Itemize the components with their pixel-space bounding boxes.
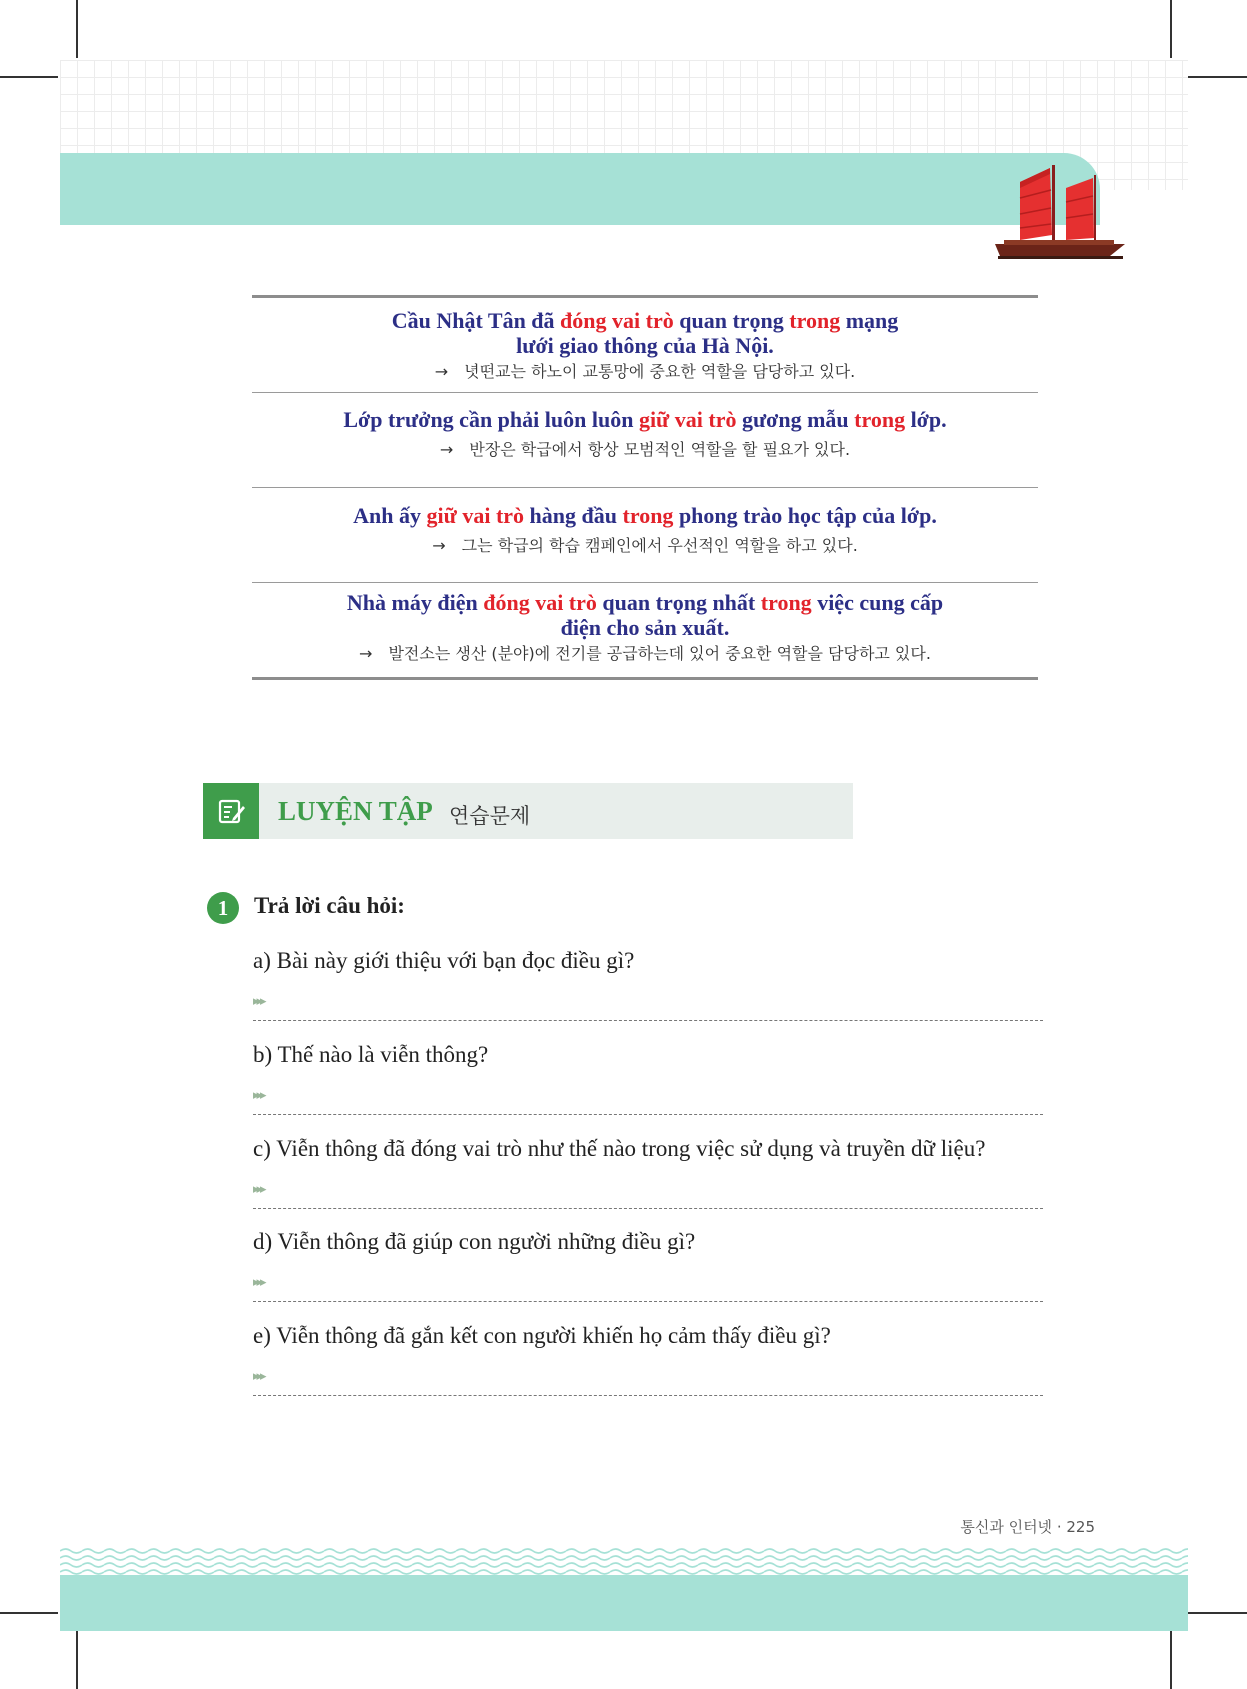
question-item (253, 948, 1043, 1021)
highlighted-phrase: trong (789, 308, 841, 333)
sentence-segment: việc cung cấp (811, 590, 944, 615)
question-number-badge: 1 (207, 892, 239, 924)
highlighted-phrase: giữ vai trò (638, 407, 737, 432)
crop-mark (1170, 1631, 1172, 1689)
answer-line[interactable] (253, 1086, 1043, 1115)
korean-translation (252, 535, 1038, 557)
question-text: b) Thế nào là viễn thông? (253, 1042, 489, 1067)
triple-arrow-icon: ▸▸▸ (253, 1088, 264, 1103)
crop-mark (0, 76, 58, 78)
crop-mark (76, 0, 78, 58)
sentence-segment: Cầu Nhật Tân đã (391, 308, 561, 333)
triple-arrow-icon: ▸▸▸ (253, 1275, 264, 1290)
highlighted-phrase: trong (854, 407, 906, 432)
practice-title: LUYỆN TẬP (278, 796, 433, 826)
arrow-icon: → (432, 536, 446, 555)
answer-line[interactable] (253, 992, 1043, 1021)
sentence-segment: quan trọng (673, 308, 790, 333)
junk-boat-icon (990, 160, 1130, 270)
triple-arrow-icon: ▸▸▸ (253, 994, 264, 1009)
question-text: a) Bài này giới thiệu với bạn đọc điều gì? (253, 948, 635, 973)
question-item (253, 1229, 1043, 1302)
crop-mark (1188, 1612, 1247, 1614)
korean-translation (252, 361, 1038, 383)
highlighted-phrase: giữ vai trò (426, 503, 525, 528)
answer-line[interactable] (253, 1180, 1043, 1209)
question-title: Trả lời câu hỏi: (254, 893, 405, 918)
answer-line[interactable] (253, 1367, 1043, 1396)
example-row (252, 583, 1038, 680)
sentence-segment: Anh ấy (353, 503, 427, 528)
crop-mark (76, 1631, 78, 1689)
korean-text: 발전소는 생산 (분야)에 전기를 공급하는데 있어 중요한 역할을 담당하고 있다. (388, 644, 931, 663)
page-number: 통신과 인터넷 · 225 (960, 1518, 1095, 1536)
answer-line[interactable] (253, 1273, 1043, 1302)
korean-text: 반장은 학급에서 항상 모범적인 역할을 할 필요가 있다. (469, 440, 851, 459)
highlighted-phrase: trong (760, 590, 812, 615)
sentence-segment: gương mẫu (736, 407, 855, 432)
question-item (253, 1042, 1043, 1115)
sentence-segment: lớp. (905, 407, 947, 432)
example-row (252, 488, 1038, 583)
example-row (252, 295, 1038, 393)
sentence-segment: Lớp trưởng cần phải luôn luôn (343, 407, 639, 432)
question-text: e) Viễn thông đã gắn kết con người khiến họ cảm thấy điều gì? (253, 1323, 831, 1348)
arrow-icon: → (439, 440, 454, 459)
example-row (252, 393, 1038, 488)
korean-text: 녓떤교는 하노이 교통망에 중요한 역할을 담당하고 있다. (464, 362, 856, 381)
footer-wave-band (60, 1547, 1188, 1631)
arrow-icon: → (359, 644, 373, 663)
triple-arrow-icon: ▸▸▸ (253, 1182, 264, 1197)
notepad-pencil-icon (203, 783, 259, 839)
sentence-segment: lưới giao thông của Hà Nội. (516, 333, 774, 358)
crop-mark (1188, 76, 1247, 78)
korean-text: 그는 학급의 학습 캠페인에서 우선적인 역할을 하고 있다. (461, 536, 858, 555)
crop-mark (1170, 0, 1172, 58)
practice-header (203, 783, 853, 839)
sentence-segment: quan trọng nhất (596, 590, 761, 615)
korean-translation (252, 439, 1038, 461)
vietnamese-sentence (252, 583, 1038, 640)
highlighted-phrase: đóng vai trò (560, 308, 674, 333)
sentence-segment: điện cho sản xuất. (560, 615, 730, 640)
practice-subtitle: 연습문제 (449, 804, 531, 828)
sentence-segment: Nhà máy điện (346, 590, 484, 615)
crop-mark (0, 1612, 58, 1614)
question-item (253, 1323, 1043, 1396)
question-text: c) Viễn thông đã đóng vai trò như thế nào trong việc sử dụng và truyền dữ liệu? (253, 1136, 986, 1161)
triple-arrow-icon: ▸▸▸ (253, 1369, 264, 1384)
arrow-icon: → (434, 362, 449, 381)
question-item (253, 1136, 1043, 1209)
vietnamese-sentence (252, 393, 1038, 432)
header-band (60, 153, 1100, 225)
vietnamese-sentence (252, 298, 1038, 358)
example-table (252, 295, 1038, 680)
sentence-segment: mạng (840, 308, 899, 333)
highlighted-phrase: đóng vai trò (483, 590, 597, 615)
korean-translation (252, 643, 1038, 665)
sentence-segment: hàng đầu (524, 503, 623, 528)
question-text: d) Viễn thông đã giúp con người những điều gì? (253, 1229, 696, 1254)
vietnamese-sentence (252, 488, 1038, 528)
sentence-segment: phong trào học tập của lớp. (673, 503, 937, 528)
highlighted-phrase: trong (622, 503, 674, 528)
